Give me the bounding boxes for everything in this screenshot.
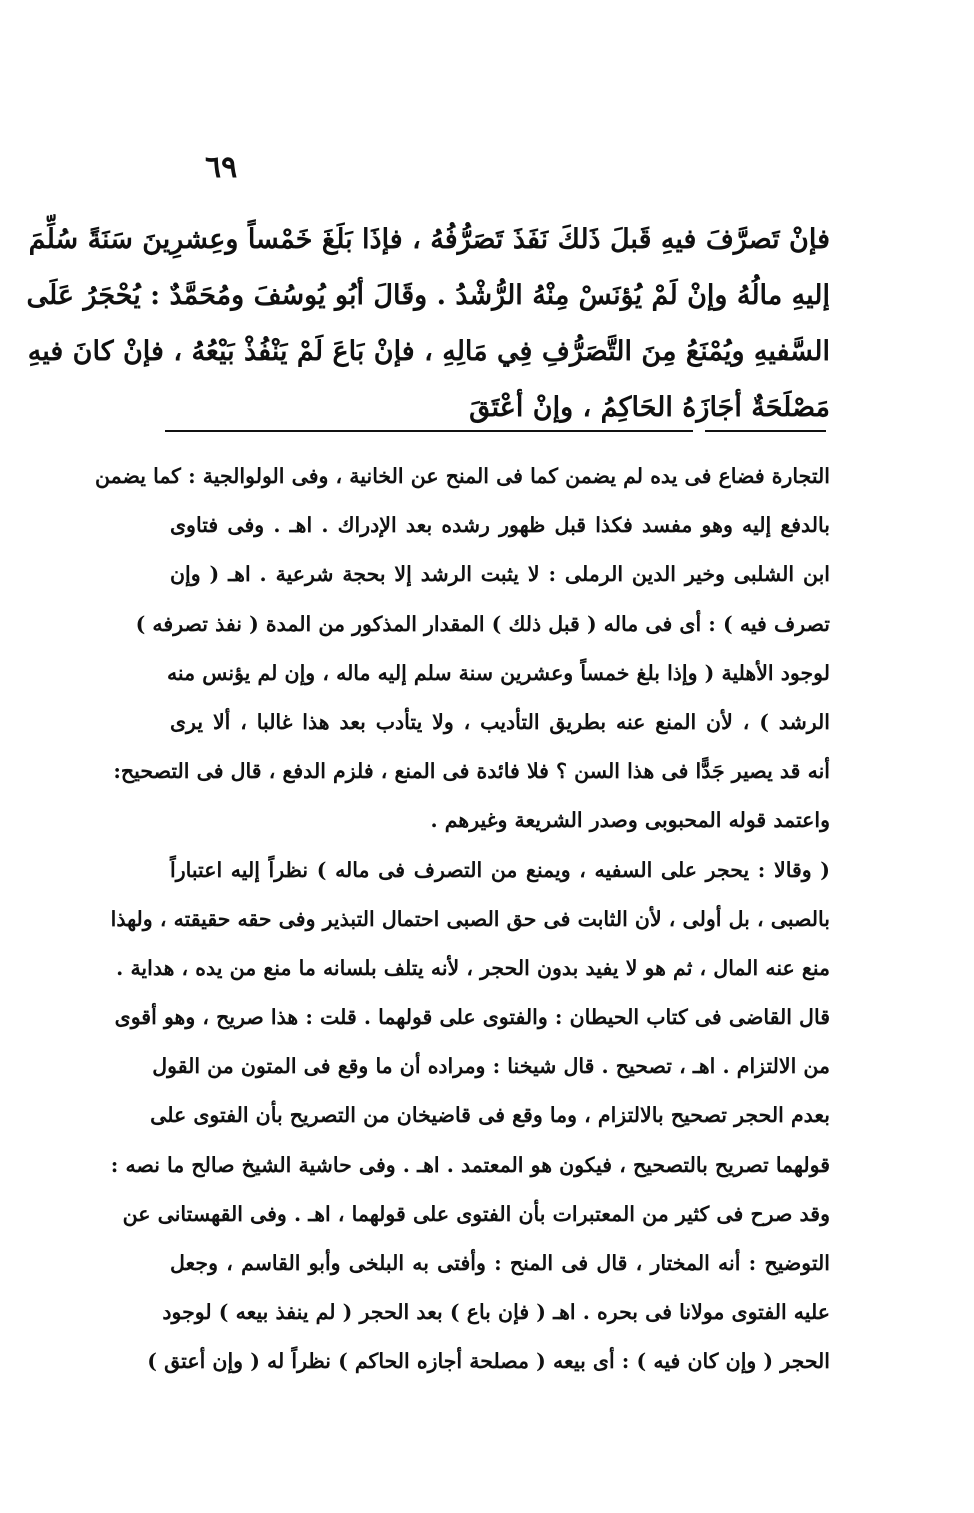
commentary-line: الرشد ) ، لأن المنع عنه بطريق التأديب ، ولا يتأدب بعد هذا غالبا ، ألا يرى: [170, 709, 830, 734]
commentary-line: منع عنه المال ، ثم هو لا يفيد بدون الحجر ، لأنه يتلف بلسانه ما منع من يده ، هداية .: [116, 955, 830, 980]
main-text-line: السَّفيهِ ويُمْنَعُ مِنَ التَّصَرُّفِ فِي مَالِهِ ، فإنْ بَاعَ لَمْ يَنْفُذْ بَيْعُهُ ، فإنْ كانَ فيهِ: [27, 336, 830, 367]
commentary-line: تصرف فيه ) : أى فى ماله ( قبل ذلك ) المقدار المذكور من المدة ( نفذ تصرفه ): [135, 611, 830, 636]
section-divider-left: [165, 430, 693, 432]
commentary-line: قال القاضى فى كتاب الحيطان : والفتوى على قولهما . قلت : هذا صريح ، وهو أقوى: [114, 1005, 830, 1030]
commentary-line: أنه قد يصير جَدًّا فى هذا السن ؟ فلا فائدة فى المنع ، فلزم الدفع ، قال فى التصحيح:: [113, 759, 830, 784]
main-text-line: مَصْلَحَةٌ أجَازَهُ الحَاكِمُ ، وإنْ أعْتَقَ: [469, 392, 830, 423]
commentary-line: واعتمد قوله المحبوبى وصدر الشريعة وغيرهم .: [430, 808, 830, 833]
commentary-line: الحجر ( وإن كان فيه ) : أى بيعه ( مصلحة أجازه الحاكم ) نظراً له ( وإن أعتق ): [147, 1349, 830, 1374]
page-number: ٦٩: [205, 150, 238, 185]
commentary-line: وقد صرح فى كثير من المعتبرات بأن الفتوى على قولهما ، اهـ . وفى القهستانى عن: [122, 1201, 830, 1226]
section-divider-right: [705, 430, 826, 432]
commentary-line: التجارة فضاع فى يده لم يضمن كما فى المنح عن الخانية ، وفى الولوالجية : كما يضمن: [95, 464, 830, 488]
main-text-block: [26, 212, 830, 436]
commentary-line: لوجود الأهلية ( وإذا بلغ خمساً وعشرين سنة سلم إليه ماله ، وإن لم يؤنس منه: [166, 660, 830, 685]
main-text-line: فإنْ تَصرَّفَ فيهِ قَبلَ ذَلكَ نَفَذَ تَصَرُّفُهُ ، فإذَا بَلَغَ خَمْساً وعِشرِينَ سَنَةً سُلِّمَ: [28, 224, 830, 255]
commentary-block: [95, 452, 830, 1387]
commentary-line: من الالتزام . اهـ ، تصحيح . قال شيخنا : ومراده أن ما وقع فى المتون من القول: [152, 1054, 830, 1079]
commentary-line: قولهما تصريح بالتصحيح ، فيكون هو المعتمد . اهـ . وفى حاشية الشيخ صالح ما نصه :: [110, 1152, 830, 1177]
commentary-line: ( وقالا : يحجر على السفيه ، ويمنع من التصرف فى ماله ) نظراً إليه اعتباراً: [170, 857, 830, 882]
main-text-line: إليهِ مالُهُ وإنْ لَمْ يُؤنَسْ مِنْهُ الرُّشْدُ . وقَالَ أبُو يُوسُفَ ومُحَمَّدٌ : يُحْجَرُ عَلَى: [26, 280, 830, 311]
commentary-line: بالدفع إليه وهو مفسد فكذا قبل ظهور رشده بعد الإدراك . اهـ . وفى فتاوى: [170, 513, 830, 538]
commentary-line: التوضيح : أنه المختار ، قال فى المنح : وأفتى به البلخى وأبو القاسم ، وجعل: [170, 1251, 830, 1275]
commentary-line: عليه الفتوى مولانا فى بحره . اهـ ( فإن باع ) بعد الحجر ( لم ينفذ بيعه ) لوجود: [162, 1300, 830, 1325]
commentary-line: بالصبى ، بل أولى ، لأن الثابت فى حق الصبى احتمال التبذير وفى حقه حقيقته ، ولهذا: [110, 906, 830, 931]
commentary-line: بعدم الحجر تصحيح بالالتزام ، وما وقع فى قاضيخان من التصريح بأن الفتوى على: [150, 1103, 830, 1128]
commentary-line: ابن الشلبى وخير الدين الرملى : لا يثبت الرشد إلا بحجة شرعية . اهـ ( وإن: [170, 562, 830, 587]
